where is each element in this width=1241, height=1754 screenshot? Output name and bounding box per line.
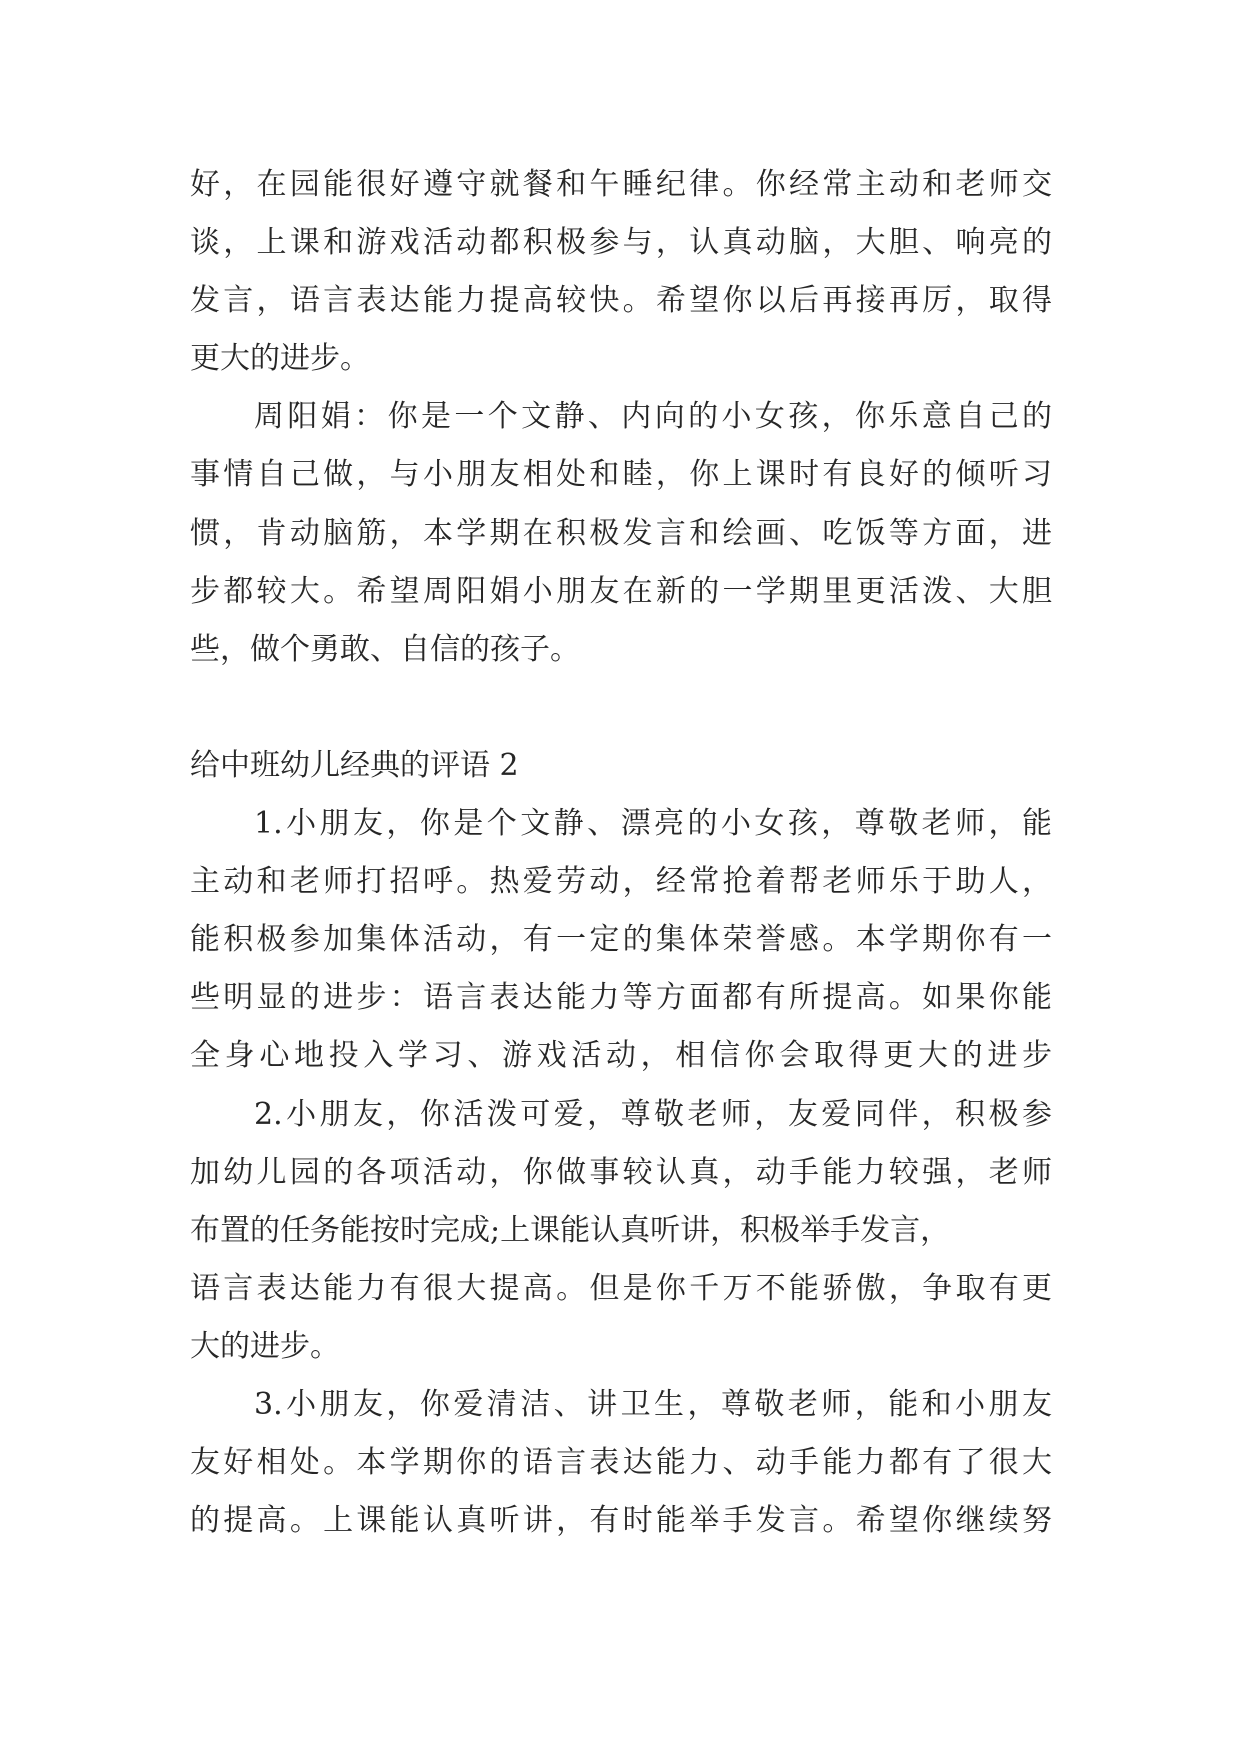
text-line: 些，做个勇敢、自信的孩子。	[190, 631, 580, 667]
text-line: 加幼儿园的各项活动，你做事较认真，动手能力较强，老师	[190, 1154, 1052, 1190]
text-line: 的提高。上课能认真听讲，有时能举手发言。希望你继续努	[190, 1503, 1052, 1539]
text-line: 友好相处。本学期你的语言表达能力、动手能力都有了很大	[190, 1445, 1052, 1481]
text-line: 2.小朋友，你活泼可爱，尊敬老师，友爱同伴，积极参	[254, 1096, 1052, 1132]
paragraph-gap	[190, 679, 1052, 737]
text-line: 周阳娟：你是一个文静、内向的小女孩，你乐意自己的	[254, 399, 1052, 435]
text-line: 能积极参加集体活动，有一定的集体荣誉感。本学期你有一	[190, 922, 1052, 958]
text-line: 些明显的进步：语言表达能力等方面都有所提高。如果你能	[190, 980, 1052, 1016]
comment-item-1	[190, 795, 1052, 1085]
text-line: 惯，肯动脑筋，本学期在积极发言和绘画、吃饭等方面，进	[190, 515, 1052, 551]
paragraph-continued	[190, 156, 1052, 388]
comment-item-3	[190, 1376, 1052, 1550]
text-line: 全身心地投入学习、游戏活动，相信你会取得更大的进步	[190, 1038, 1052, 1074]
text-line: 事情自己做，与小朋友相处和睦，你上课时有良好的倾听习	[190, 457, 1052, 493]
text-line: 语言表达能力有很大提高。但是你千万不能骄傲，争取有更	[190, 1270, 1052, 1306]
text-line: 布置的任务能按时完成;上课能认真听讲，积极举手发言，	[190, 1212, 951, 1248]
text-line: 1.小朋友，你是个文静、漂亮的小女孩，尊敬老师，能	[254, 806, 1052, 842]
text-line: 3.小朋友，你爱清洁、讲卫生，尊敬老师，能和小朋友	[254, 1386, 1052, 1422]
paragraph-zhou	[190, 388, 1052, 678]
text-line: 发言，语言表达能力提高较快。希望你以后再接再厉，取得	[190, 283, 1052, 319]
text-line: 更大的进步。	[190, 341, 370, 377]
text-line: 好，在园能很好遵守就餐和午睡纪律。你经常主动和老师交	[190, 167, 1052, 202]
document-body	[190, 156, 1052, 1550]
comment-item-2	[190, 1086, 1052, 1376]
text-line: 步都较大。希望周阳娟小朋友在新的一学期里更活泼、大胆	[190, 573, 1052, 609]
text-line: 主动和老师打招呼。热爱劳动，经常抢着帮老师乐于助人，	[190, 864, 1052, 900]
section-heading: 给中班幼儿经典的评语 2	[190, 747, 519, 783]
text-line: 谈，上课和游戏活动都积极参与，认真动脑，大胆、响亮的	[190, 225, 1052, 261]
text-line: 大的进步。	[190, 1328, 340, 1364]
